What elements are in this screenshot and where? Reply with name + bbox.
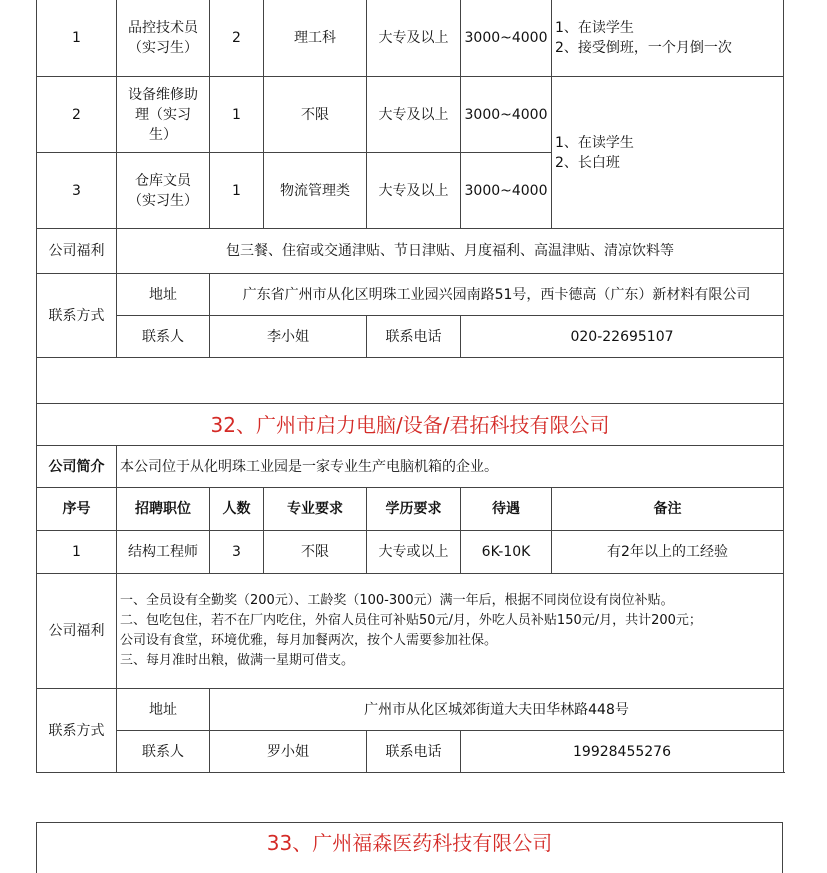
position-education: 大专或以上 [367,531,461,574]
header-notes: 备注 [552,488,784,531]
position-major: 理工科 [264,0,367,77]
position-major: 物流管理类 [264,153,367,229]
position-title: 品控技术员 （实习生） [117,0,210,77]
contact-row [37,316,784,358]
position-major: 不限 [264,531,367,574]
header-no: 序号 [37,488,117,531]
benefits-text: 一、全员设有全勤奖（200元）、工龄奖（100-300元）满一年后，根据不同岗位设有岗位补贴。 二、包吃包住，若不在厂内吃住，外宿人员住可补贴50元/月，外吃人员补贴150元/月，共计200元； 公司设有食堂，环境优雅，每月加餐两次，按个人需要参加社保。 三、每月准时出粮，做满一星期可借支。 [117,574,784,689]
position-title: 设备维修助 理（实习 生） [117,77,210,153]
position-major: 不限 [264,77,367,153]
position-notes: 1、在读学生 2、长白班 [552,77,784,229]
position-salary: 6K-10K [461,531,552,574]
position-row [37,0,784,77]
position-salary: 3000~4000 [461,0,552,77]
benefits-row [37,574,784,689]
phone-number: 020-22695107 [461,316,784,358]
header-title: 招聘职位 [117,488,210,531]
address-label: 地址 [117,689,210,731]
position-number: 1 [37,0,117,77]
position-count: 3 [210,531,264,574]
position-number: 1 [37,531,117,574]
position-row [37,531,784,574]
header-major: 专业要求 [264,488,367,531]
benefits-row [37,229,784,274]
address-row [37,274,784,316]
position-education: 大专及以上 [367,0,461,77]
spacer-row [37,358,784,404]
contact-person: 李小姐 [210,316,367,358]
position-row [37,77,784,153]
address-text: 广东省广州市从化区明珠工业园兴园南路51号，西卡德高（广东）新材料有限公司 [210,274,784,316]
position-education: 大专及以上 [367,77,461,153]
position-title: 仓库文员 （实习生） [117,153,210,229]
header-education: 学历要求 [367,488,461,531]
position-notes: 1、在读学生 2、接受倒班，一个月倒一次 [552,0,784,77]
position-count: 1 [210,153,264,229]
intro-label: 公司简介 [37,446,117,488]
contact-row [37,731,784,773]
benefits-label: 公司福利 [37,574,117,689]
company-title-row [37,404,784,446]
intro-text: 本公司位于从化明珠工业园是一家专业生产电脑机箱的企业。 [117,446,784,488]
contact-label: 联系方式 [37,274,117,358]
position-count: 1 [210,77,264,153]
contact-person-label: 联系人 [117,731,210,773]
company-title-row [37,823,783,873]
phone-number: 19928455276 [461,731,784,773]
header-row [37,488,784,531]
company-title: 33、广州福森医药科技有限公司 [37,823,783,873]
address-text: 广州市从化区城郊街道大夫田华林路448号 [210,689,784,731]
contact-person: 罗小姐 [210,731,367,773]
position-education: 大专及以上 [367,153,461,229]
address-label: 地址 [117,274,210,316]
phone-label: 联系电话 [367,316,461,358]
position-number: 2 [37,77,117,153]
intro-row [37,446,784,488]
position-title: 结构工程师 [117,531,210,574]
position-count: 2 [210,0,264,77]
recruitment-table-31-32 [36,0,784,773]
contact-person-label: 联系人 [117,316,210,358]
company-title: 32、广州市启力电脑/设备/君拓科技有限公司 [37,404,784,446]
contact-label: 联系方式 [37,689,117,773]
benefits-label: 公司福利 [37,229,117,274]
position-number: 3 [37,153,117,229]
position-salary: 3000~4000 [461,153,552,229]
header-count: 人数 [210,488,264,531]
header-salary: 待遇 [461,488,552,531]
phone-label: 联系电话 [367,731,461,773]
address-row [37,689,784,731]
position-notes: 有2年以上的工经验 [552,531,784,574]
benefits-text: 包三餐、住宿或交通津贴、节日津贴、月度福利、高温津贴、清凉饮料等 [117,229,784,274]
position-salary: 3000~4000 [461,77,552,153]
